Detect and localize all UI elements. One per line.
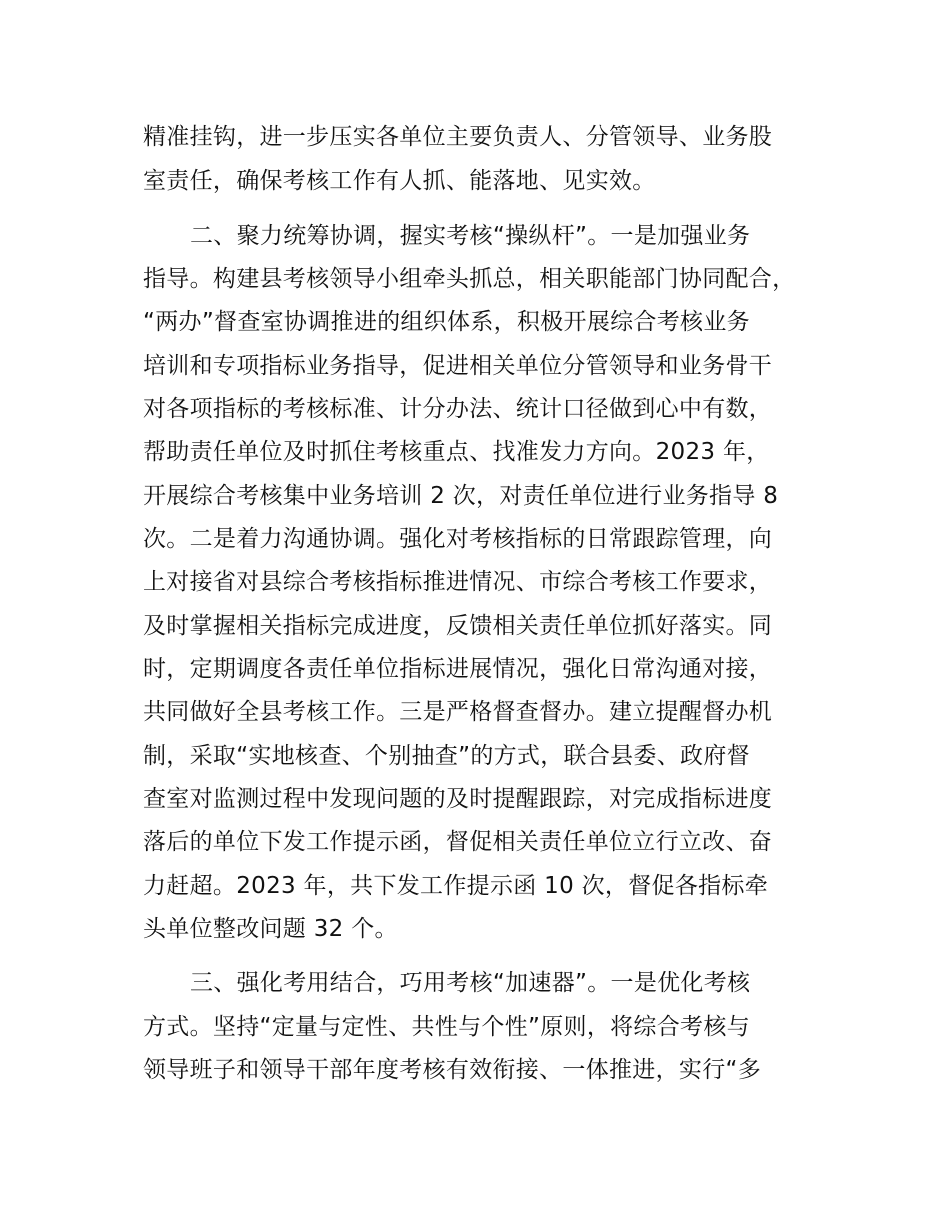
text-line-15: 制，采取“实地核查、个别抽查”的方式，联合县委、政府督 xyxy=(143,743,750,769)
text-line-11: 上对接省对县综合考核指标推进情况、市综合考核工作要求， xyxy=(143,569,773,595)
text-line-16: 查室对监测过程中发现问题的及时提醒跟踪，对完成指标进度 xyxy=(143,786,773,812)
text-line-8: 帮助责任单位及时抓住考核重点、找准发力方向。2023 年， xyxy=(143,439,770,465)
text-line-18: 力赶超。2023 年，共下发工作提示函 10 次，督促各指标牵 xyxy=(143,873,769,899)
text-line-17: 落后的单位下发工作提示函，督促相关责任单位立行立改、奋 xyxy=(143,829,773,855)
text-line-7: 对各项指标的考核标准、计分办法、统计口径做到心中有数， xyxy=(143,396,773,422)
text-line-5: “两办”督查室协调推进的组织体系，积极开展综合考核业务 xyxy=(143,309,750,335)
text-line-3: 二、聚力统筹协调，握实考核“操纵杆”。一是加强业务 xyxy=(190,223,751,249)
text-line-9: 开展综合考核集中业务培训 2 次，对责任单位进行业务指导 8 xyxy=(143,483,779,509)
text-line-6: 培训和专项指标业务指导，促进相关单位分管领导和业务骨干 xyxy=(143,353,773,379)
text-line-14: 共同做好全县考核工作。三是严格督查督办。建立提醒督办机 xyxy=(143,699,773,725)
text-line-19: 头单位整改问题 32 个。 xyxy=(143,916,398,942)
text-line-12: 及时掌握相关指标完成进度，反馈相关责任单位抓好落实。同 xyxy=(143,613,773,639)
text-line-13: 时，定期调度各责任单位指标进展情况，强化日常沟通对接， xyxy=(143,656,773,682)
text-line-4: 指导。构建县考核领导小组牵头抓总，相关职能部门协同配合， xyxy=(143,266,796,292)
text-line-22: 领导班子和领导干部年度考核有效衔接、一体推进，实行“多 xyxy=(143,1057,762,1083)
text-line-21: 方式。坚持“定量与定性、共性与个性”原则，将综合考核与 xyxy=(143,1014,750,1040)
text-line-1: 精准挂钩，进一步压实各单位主要负责人、分管领导、业务股 xyxy=(143,124,773,150)
text-line-20: 三、强化考用结合，巧用考核“加速器”。一是优化考核 xyxy=(190,970,751,996)
text-line-10: 次。二是着力沟通协调。强化对考核指标的日常跟踪管理，向 xyxy=(143,526,773,552)
text-line-2: 室责任，确保考核工作有人抓、能落地、见实效。 xyxy=(143,168,656,194)
